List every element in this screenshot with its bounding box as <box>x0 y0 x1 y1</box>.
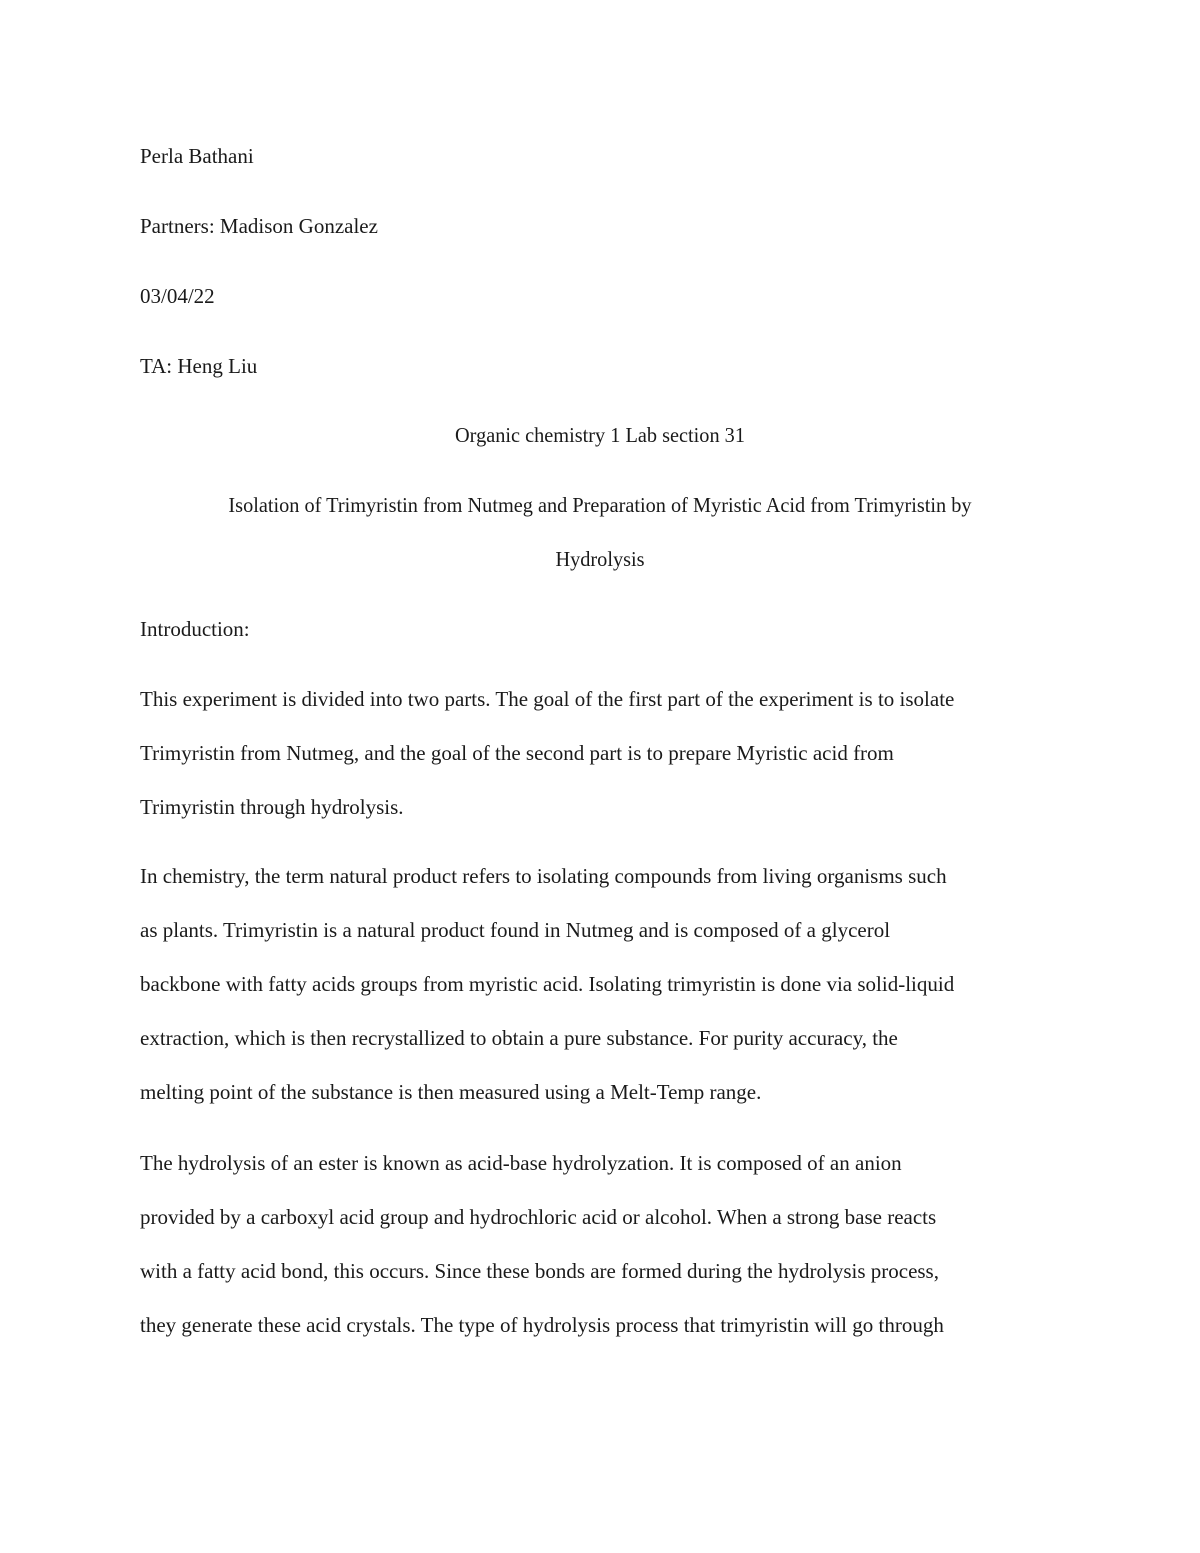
title-line-1: Isolation of Trimyristin from Nutmeg and Preparation of Myristic Acid from Trimyristin by <box>228 493 972 517</box>
paragraph-2-line: as plants. Trimyristin is a natural product found in Nutmeg and is composed of a glycerol <box>140 918 891 942</box>
paragraph-3-line: provided by a carboxyl acid group and hydrochloric acid or alcohol. When a strong base reacts <box>140 1205 937 1229</box>
paragraph-3-line: with a fatty acid bond, this occurs. Since these bonds are formed during the hydrolysis process, <box>140 1259 939 1283</box>
ta-line: TA: Heng Liu <box>140 354 258 378</box>
author-name: Perla Bathani <box>140 144 254 168</box>
paragraph-1-line: Trimyristin from Nutmeg, and the goal of the second part is to prepare Myristic acid from <box>140 741 894 765</box>
paragraph-2-line: extraction, which is then recrystallized to obtain a pure substance. For purity accuracy, the <box>140 1026 898 1050</box>
introduction-heading: Introduction: <box>140 617 250 641</box>
date-line: 03/04/22 <box>140 284 215 308</box>
title-line-2: Hydrolysis <box>555 547 645 571</box>
paragraph-2-line: backbone with fatty acids groups from myristic acid. Isolating trimyristin is done via solid-liquid <box>140 972 955 996</box>
partners-line: Partners: Madison Gonzalez <box>140 214 378 238</box>
course-line: Organic chemistry 1 Lab section 31 <box>455 423 745 447</box>
paragraph-3-line: The hydrolysis of an ester is known as acid-base hydrolyzation. It is composed of an anion <box>140 1151 902 1175</box>
paragraph-1-line: Trimyristin through hydrolysis. <box>140 795 404 819</box>
paragraph-3-line: they generate these acid crystals. The type of hydrolysis process that trimyristin will go through <box>140 1313 944 1337</box>
paragraph-2-line: In chemistry, the term natural product refers to isolating compounds from living organisms such <box>140 864 947 888</box>
paragraph-2-line: melting point of the substance is then measured using a Melt-Temp range. <box>140 1080 762 1104</box>
paragraph-1-line: This experiment is divided into two parts. The goal of the first part of the experiment is to isolate <box>140 687 955 711</box>
